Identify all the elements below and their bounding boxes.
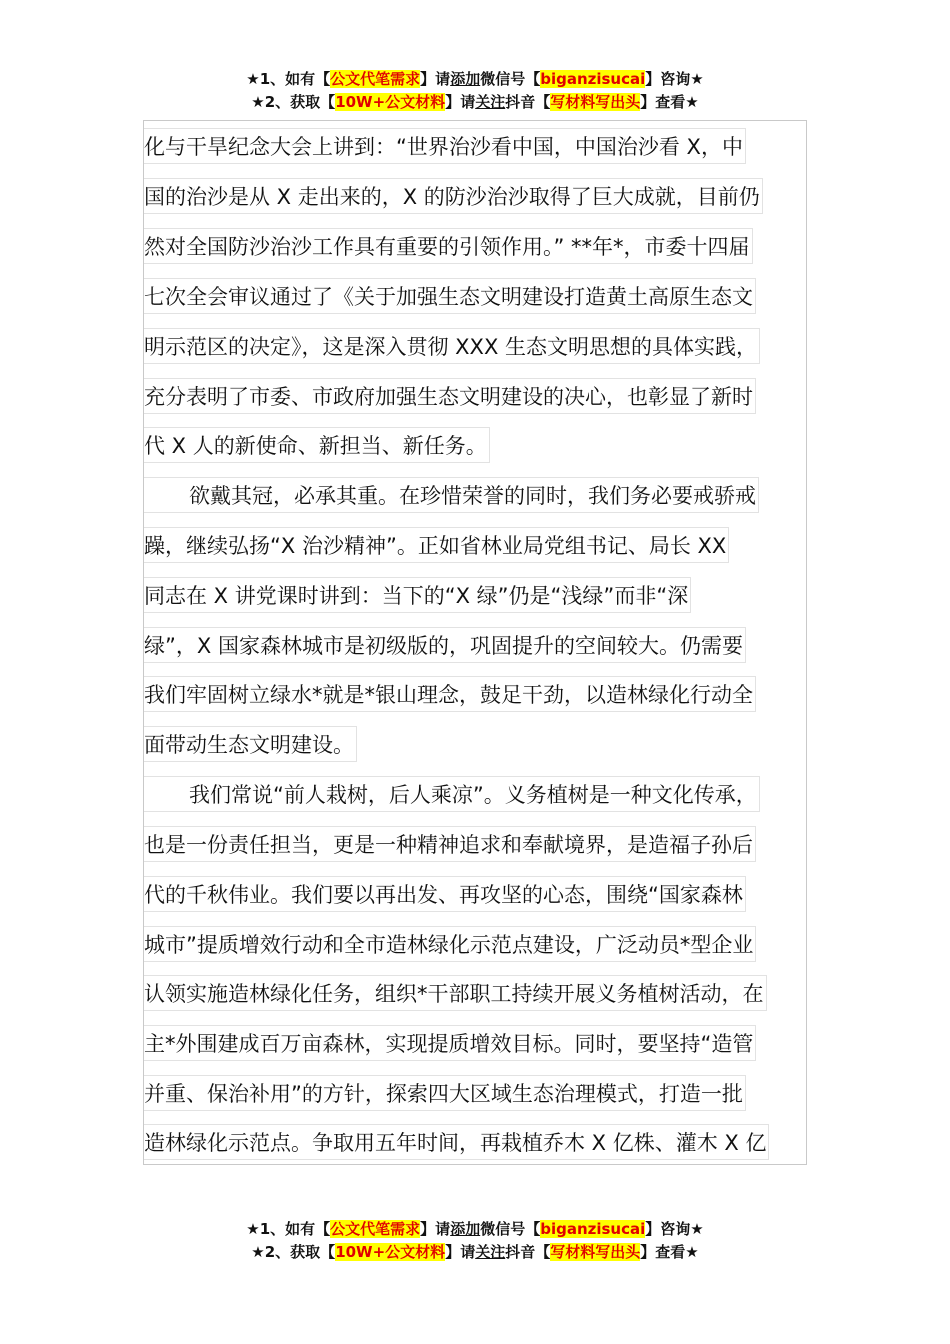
text-line: 躁，继续弘扬“X 治沙精神”。正如省林业局党组书记、局长 XX xyxy=(144,527,729,563)
promo-line-2: ★2、获取【10W+公文材料】请关注抖音【写材料写出头】查看★ xyxy=(251,93,699,111)
text-line: 化与干旱纪念大会上讲到：“世界治沙看中国，中国治沙看 X，中 xyxy=(144,128,746,164)
promo-header xyxy=(0,68,950,114)
text-line: 明示范区的决定》，这是深入贯彻 XXX 生态文明思想的具体实践， xyxy=(144,328,760,364)
highlight-service: 公文代笔需求 xyxy=(330,70,421,88)
text-line: 面带动生态文明建设。 xyxy=(144,726,357,762)
highlight-materials: 10W+公文材料 xyxy=(335,93,446,111)
paragraph-start-line: 欲戴其冠，必承其重。在珍惜荣誉的同时，我们务必要戒骄戒 xyxy=(144,477,759,513)
text-line: 同志在 X 讲党课时讲到：当下的“X 绿”仍是“浅绿”而非“深 xyxy=(144,577,691,613)
highlight-service: 公文代笔需求 xyxy=(330,1220,421,1238)
promo-line-1: ★1、如有【公文代笔需求】请添加微信号【biganzisucai】咨询★ xyxy=(246,1220,704,1238)
text-line: 也是一份责任担当，更是一种精神追求和奉献境界，是造福子孙后 xyxy=(144,826,756,862)
text-line: 七次全会审议通过了《关于加强生态文明建设打造黄土高原生态文 xyxy=(144,278,756,314)
text-line: 绿”，X 国家森林城市是初级版的，巩固提升的空间较大。仍需要 xyxy=(144,627,746,663)
highlight-wechat-id: biganzisucai xyxy=(540,70,646,88)
paragraph-start-line: 我们常说“前人栽树，后人乘凉”。义务植树是一种文化传承， xyxy=(144,776,760,812)
text-line: 造林绿化示范点。争取用五年时间，再栽植乔木 X 亿株、灌木 X 亿 xyxy=(144,1124,769,1160)
text-line: 充分表明了市委、市政府加强生态文明建设的决心，也彰显了新时 xyxy=(144,378,756,414)
highlight-materials: 10W+公文材料 xyxy=(335,1243,446,1261)
highlight-douyin: 写材料写出头 xyxy=(550,93,641,111)
promo-footer xyxy=(0,1218,950,1264)
highlight-douyin: 写材料写出头 xyxy=(550,1243,641,1261)
text-line: 国的治沙是从 X 走出来的，X 的防沙治沙取得了巨大成就，目前仍 xyxy=(144,178,763,214)
text-line: 城市”提质增效行动和全市造林绿化示范点建设，广泛动员*型企业 xyxy=(144,926,756,962)
promo-line-2: ★2、获取【10W+公文材料】请关注抖音【写材料写出头】查看★ xyxy=(251,1243,699,1261)
text-line: 我们牢固树立绿水*就是*银山理念，鼓足干劲，以造林绿化行动全 xyxy=(144,676,756,712)
text-line: 主*外围建成百万亩森林，实现提质增效目标。同时，要坚持“造管 xyxy=(144,1025,756,1061)
promo-line-1: ★1、如有【公文代笔需求】请添加微信号【biganzisucai】咨询★ xyxy=(246,70,704,88)
text-line: 并重、保治补用”的方针，探索四大区域生态治理模式，打造一批 xyxy=(144,1075,746,1111)
text-line: 代的千秋伟业。我们要以再出发、再攻坚的心态，围绕“国家森林 xyxy=(144,876,746,912)
highlight-wechat-id: biganzisucai xyxy=(540,1220,646,1238)
text-line: 代 X 人的新使命、新担当、新任务。 xyxy=(144,427,490,463)
text-line: 认领实施造林绿化任务，组织*干部职工持续开展义务植树活动，在 xyxy=(144,975,767,1011)
text-line: 然对全国防沙治沙工作具有重要的引领作用。” **年*，市委十四届 xyxy=(144,228,753,264)
